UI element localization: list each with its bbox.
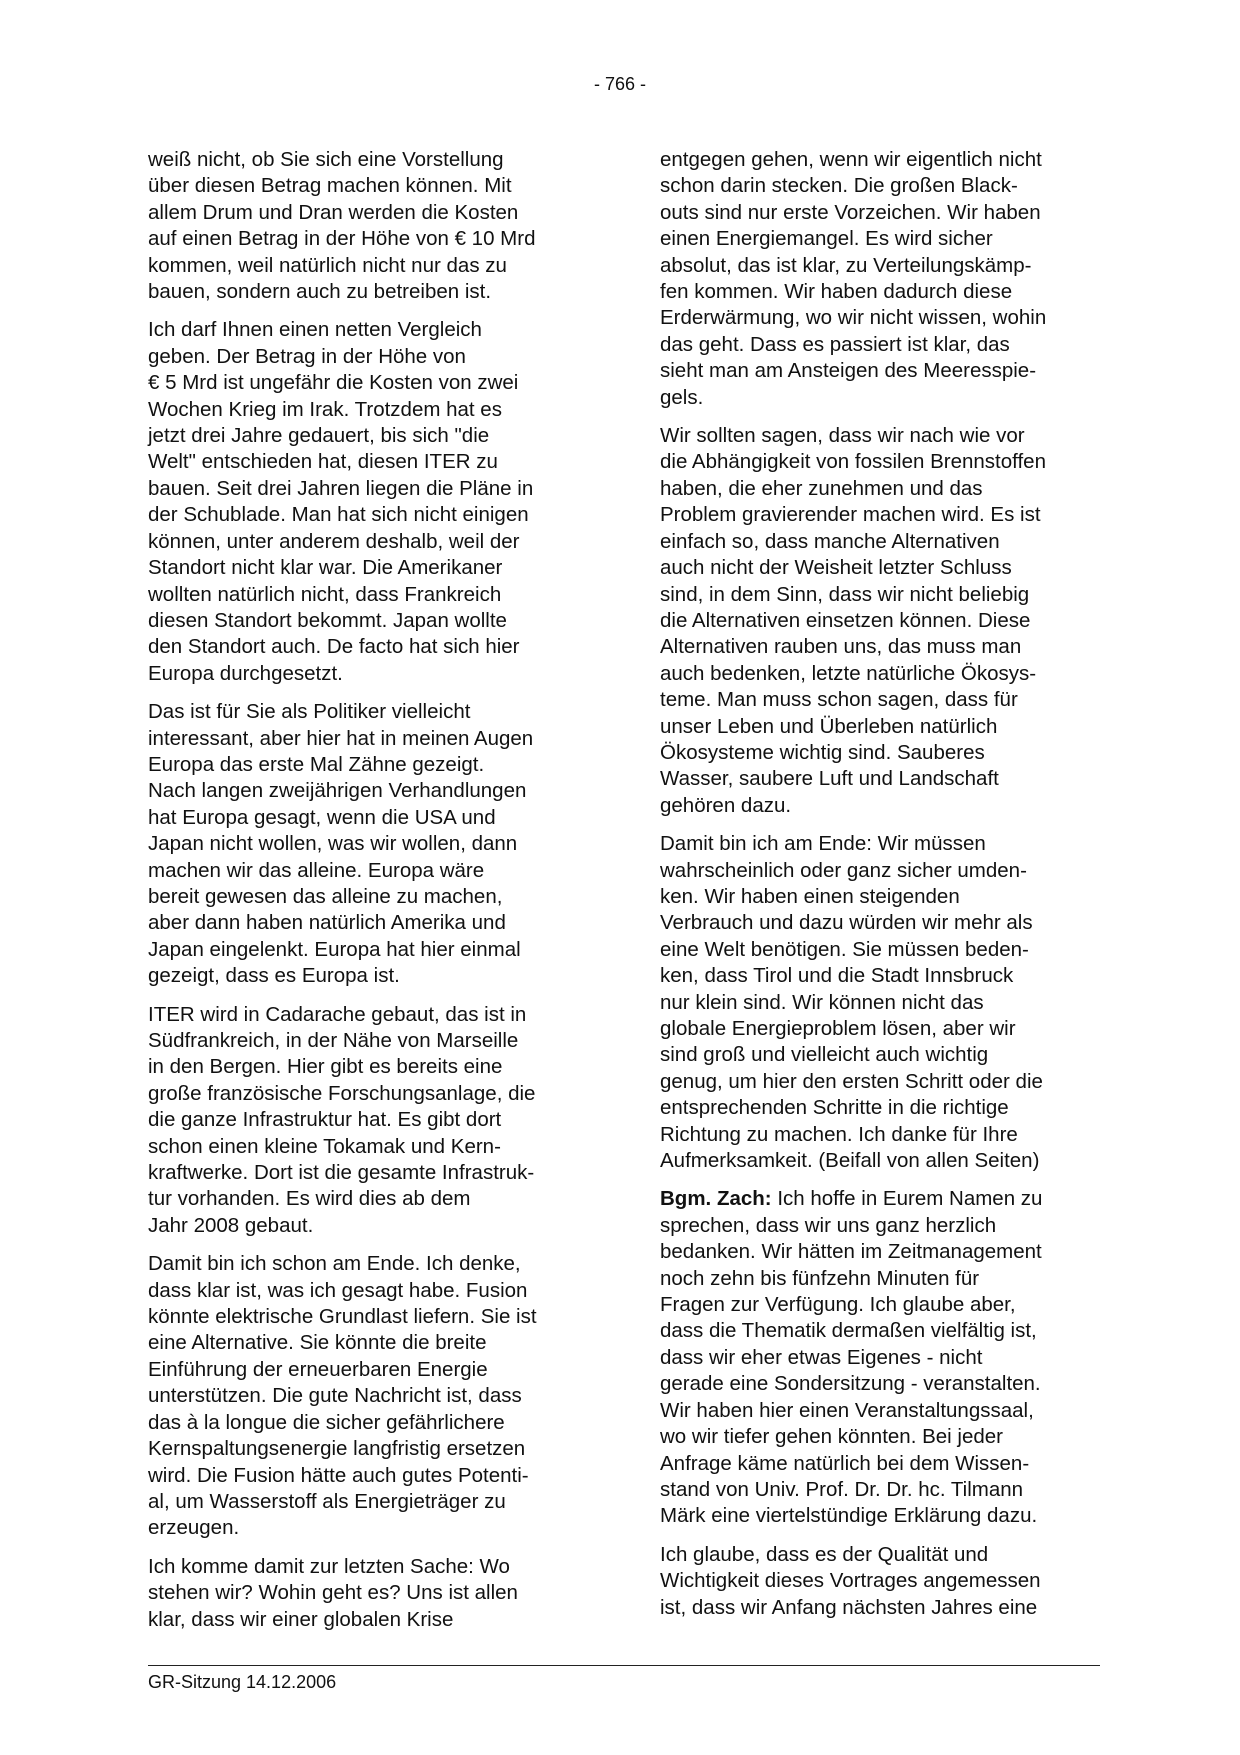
paragraph: Wir sollten sagen, dass wir nach wie vor die Abhängigkeit von fossilen Brennstoffen haben, die eher zunehmen und das Problem gravierender machen wird. Es ist einfach so, dass manche Alternativen auch nicht der Weisheit letzter Schluss sind, in dem Sinn, dass wir nicht beliebig die Alternativen einsetzen können. Diese Alternativen rauben uns, das muss man auch bedenken, letzte natürliche Ökosys- teme. Man muss schon sagen, dass für unser Leben und Überleben natürlich Ökosysteme wichtig sind. Sauberes Wasser, saubere Luft und Landschaft gehören dazu. xyxy=(660,424,1046,817)
paragraph: Ich glaube, dass es der Qualität und Wichtigkeit dieses Vortrages angemessen ist, dass wir Anfang nächsten Jahres eine xyxy=(660,1542,1041,1619)
left-column xyxy=(148,147,588,1645)
paragraph: Ich darf Ihnen einen netten Vergleich geben. Der Betrag in der Höhe von € 5 Mrd ist ungefähr die Kosten von zwei Wochen Krieg im Irak. Trotzdem hat es jetzt drei Jahre gedauert, bis sich "die Welt" entschieden hat, diesen ITER zu bauen. Seit drei Jahren liegen die Pläne in der Schublade. Man hat sich nicht einigen können, unter anderem deshalb, weil der Standort nicht klar war. Die Amerikaner wollten natürlich nicht, dass Frankreich diesen Standort bekommt. Japan wollte den Standort auch. De facto hat sich hier Europa durchgesetzt. xyxy=(148,318,534,685)
paragraph: Ich komme damit zur letzten Sache: Wo stehen wir? Wohin geht es? Uns ist allen klar, dass wir einer globalen Krise xyxy=(148,1554,518,1631)
footer-divider xyxy=(148,1665,1100,1666)
paragraph: ITER wird in Cadarache gebaut, das ist in Südfrankreich, in der Nähe von Marseille in den Bergen. Hier gibt es bereits eine große französische Forschungsanlage, die die ganze Infrastruktur hat. Es gibt dort schon einen kleine Tokamak und Kern- kraftwerke. Dort ist die gesamte Infrastruk- tur vorhanden. Es wird dies ab dem Jahr 2008 gebaut. xyxy=(148,1002,536,1237)
paragraph: Das ist für Sie als Politiker vielleicht interessant, aber hier hat in meinen Augen Europa das erste Mal Zähne gezeigt. Nach langen zweijährigen Verhandlungen hat Europa gesagt, wenn die USA und Japan nicht wollen, was wir wollen, dann machen wir das alleine. Europa wäre bereit gewesen das alleine zu machen, aber dann haben natürlich Amerika und Japan eingelenkt. Europa hat hier einmal gezeigt, dass es Europa ist. xyxy=(148,700,534,988)
right-column xyxy=(660,147,1100,1633)
paragraph: Damit bin ich schon am Ende. Ich denke, dass klar ist, was ich gesagt habe. Fusion könnte elektrische Grundlast liefern. Sie ist eine Alternative. Sie könnte die breite Einführung der erneuerbaren Energie unterstützen. Die gute Nachricht ist, dass das à la longue die sicher gefährlichere Kernspaltungsenergie langfristig ersetzen wird. Die Fusion hätte auch gutes Potenti- al, um Wasserstoff als Energieträger zu erzeugen. xyxy=(148,1252,537,1540)
paragraph: weiß nicht, ob Sie sich eine Vorstellung über diesen Betrag machen können. Mit allem Drum und Dran werden die Kosten auf einen Betrag in der Höhe von € 10 Mrd kommen, weil natürlich nicht nur das zu bauen, sondern auch zu betreiben ist. xyxy=(148,148,536,304)
speaker-name: Bgm. Zach: xyxy=(660,1187,772,1211)
footer-text: GR-Sitzung 14.12.2006 xyxy=(148,1672,337,1692)
speaker-paragraph xyxy=(660,1186,1100,1529)
speaker-text: Ich hoffe in Eurem Namen zu sprechen, dass wir uns ganz herzlich bedanken. Wir hätten im Zeitmanagement noch zehn bis fünfzehn Minuten für Fragen zur Verfügung. Ich glaube aber, dass die Thematik dermaßen vielfältig ist, dass wir eher etwas Eigenes - nicht gerade eine Sondersitzung - veranstalten. Wir haben hier einen Veranstaltungssaal, wo wir tiefer gehen könnten. Bei jeder Anfrage käme natürlich bei dem Wissen- stand von Univ. Prof. Dr. Dr. hc. Tilmann Märk eine viertelstündige Erklärung dazu. xyxy=(660,1187,1043,1528)
page-number: - 766 - xyxy=(593,74,647,94)
paragraph: Damit bin ich am Ende: Wir müssen wahrscheinlich oder ganz sicher umden- ken. Wir haben einen steigenden Verbrauch und dazu würden wir mehr als eine Welt benötigen. Sie müssen beden- ken, dass Tirol und die Stadt Innsbruck nur klein sind. Wir können nicht das globale Energieproblem lösen, aber wir sind groß und vielleicht auch wichtig genug, um hier den ersten Schritt oder die entsprechenden Schritte in die richtige Richtung zu machen. Ich danke für Ihre Aufmerksamkeit. (Beifall von allen Seiten) xyxy=(660,832,1043,1173)
paragraph: entgegen gehen, wenn wir eigentlich nicht schon darin stecken. Die großen Black- outs sind nur erste Vorzeichen. Wir haben einen Energiemangel. Es wird sicher absolut, das ist klar, zu Verteilungskämp- fen kommen. Wir haben dadurch diese Erderwärmung, wo wir nicht wissen, wohin das geht. Dass es passiert ist klar, das sieht man am Ansteigen des Meeresspie- gels. xyxy=(660,148,1047,409)
